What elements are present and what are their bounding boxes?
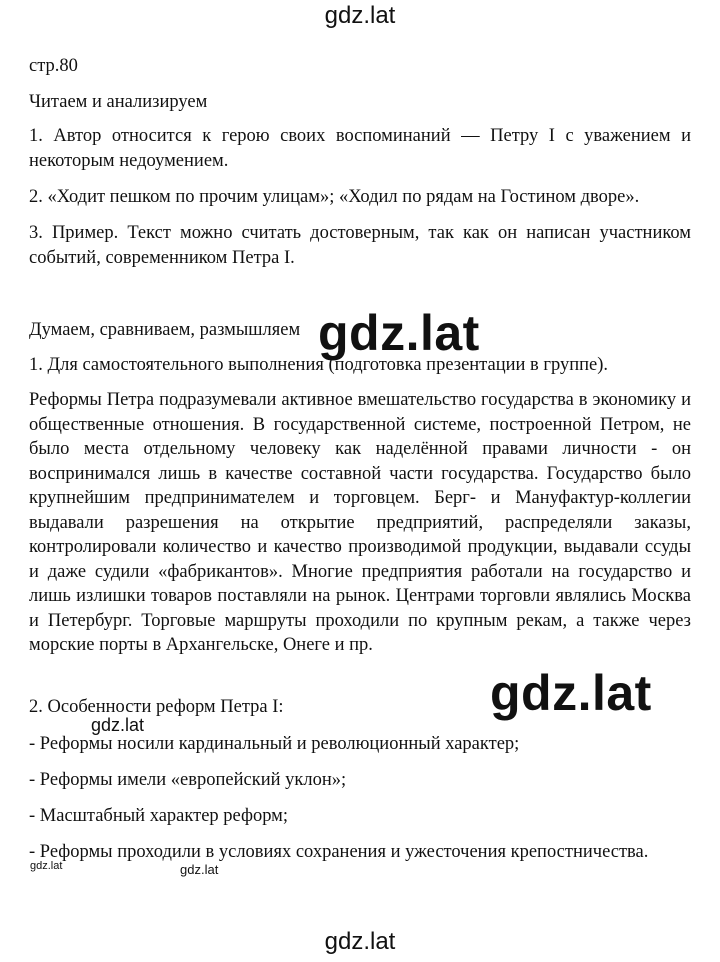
feature-item-4: - Реформы проходили в условиях сохранения и ужесточения крепостничества. bbox=[29, 842, 649, 862]
watermark-top: gdz.lat bbox=[324, 2, 396, 29]
answer-item-2-2: 2. Особенности реформ Петра I: bbox=[29, 697, 284, 717]
section-heading-think-compare: Думаем, сравниваем, размышляем bbox=[29, 320, 301, 340]
feature-item-1: - Реформы носили кардинальный и революционный характер; bbox=[29, 734, 520, 754]
answer-item-1: 1. Автор относится к герою своих воспоминаний — Петру I с уважением и некоторым недоумением. bbox=[29, 126, 691, 171]
reforms-paragraph: Реформы Петра подразумевали активное вмешательство государства в экономику и общественные отношения. В государственной системе, построенной Петром, не было места отдельному человеку как наделённой правами личности - он воспринимался лишь в качестве составной части государства. Государство было крупнейшим предпринимателем и торговцем. Берг- и Мануфактур-коллегии выдавали разрешения на открытие предприятий, распределяли заказы, контролировали количество и качество производимой продукции, выдавали ссуды и даже судили «фабрикантов». Многие предприятия работали на государство и лишь излишки товаров поставляли на рынок. Центрами торговли являлись Москва и Петербург. Торговые маршруты проходили по крупным рекам, а также через морские порты в Архангельске, Онеге и пр. bbox=[29, 390, 691, 655]
answer-item-3: 3. Пример. Текст можно считать достоверным, так как он написан участником событий, современником Петра I. bbox=[29, 223, 691, 268]
watermark-large-middle: gdz.lat bbox=[318, 305, 480, 361]
feature-item-3: - Масштабный характер реформ; bbox=[29, 806, 289, 826]
watermark-bottom: gdz.lat bbox=[324, 928, 396, 955]
answer-item-2: 2. «Ходит пешком по прочим улицам»; «Ходил по рядам на Гостином дворе». bbox=[29, 187, 640, 207]
feature-item-2: - Реформы имели «европейский уклон»; bbox=[29, 770, 347, 790]
page-reference: стр.80 bbox=[29, 56, 78, 76]
watermark-tiny-center: gdz.lat bbox=[180, 862, 219, 877]
watermark-large-right: gdz.lat bbox=[490, 665, 652, 721]
watermark-tiny-left: gdz.lat bbox=[30, 860, 63, 872]
answer-item-2-1: 1. Для самостоятельного выполнения (подготовка презентации в группе). bbox=[29, 355, 609, 375]
watermark-small-left: gdz.lat bbox=[91, 715, 145, 735]
section-heading-read-analyze: Читаем и анализируем bbox=[29, 92, 208, 112]
